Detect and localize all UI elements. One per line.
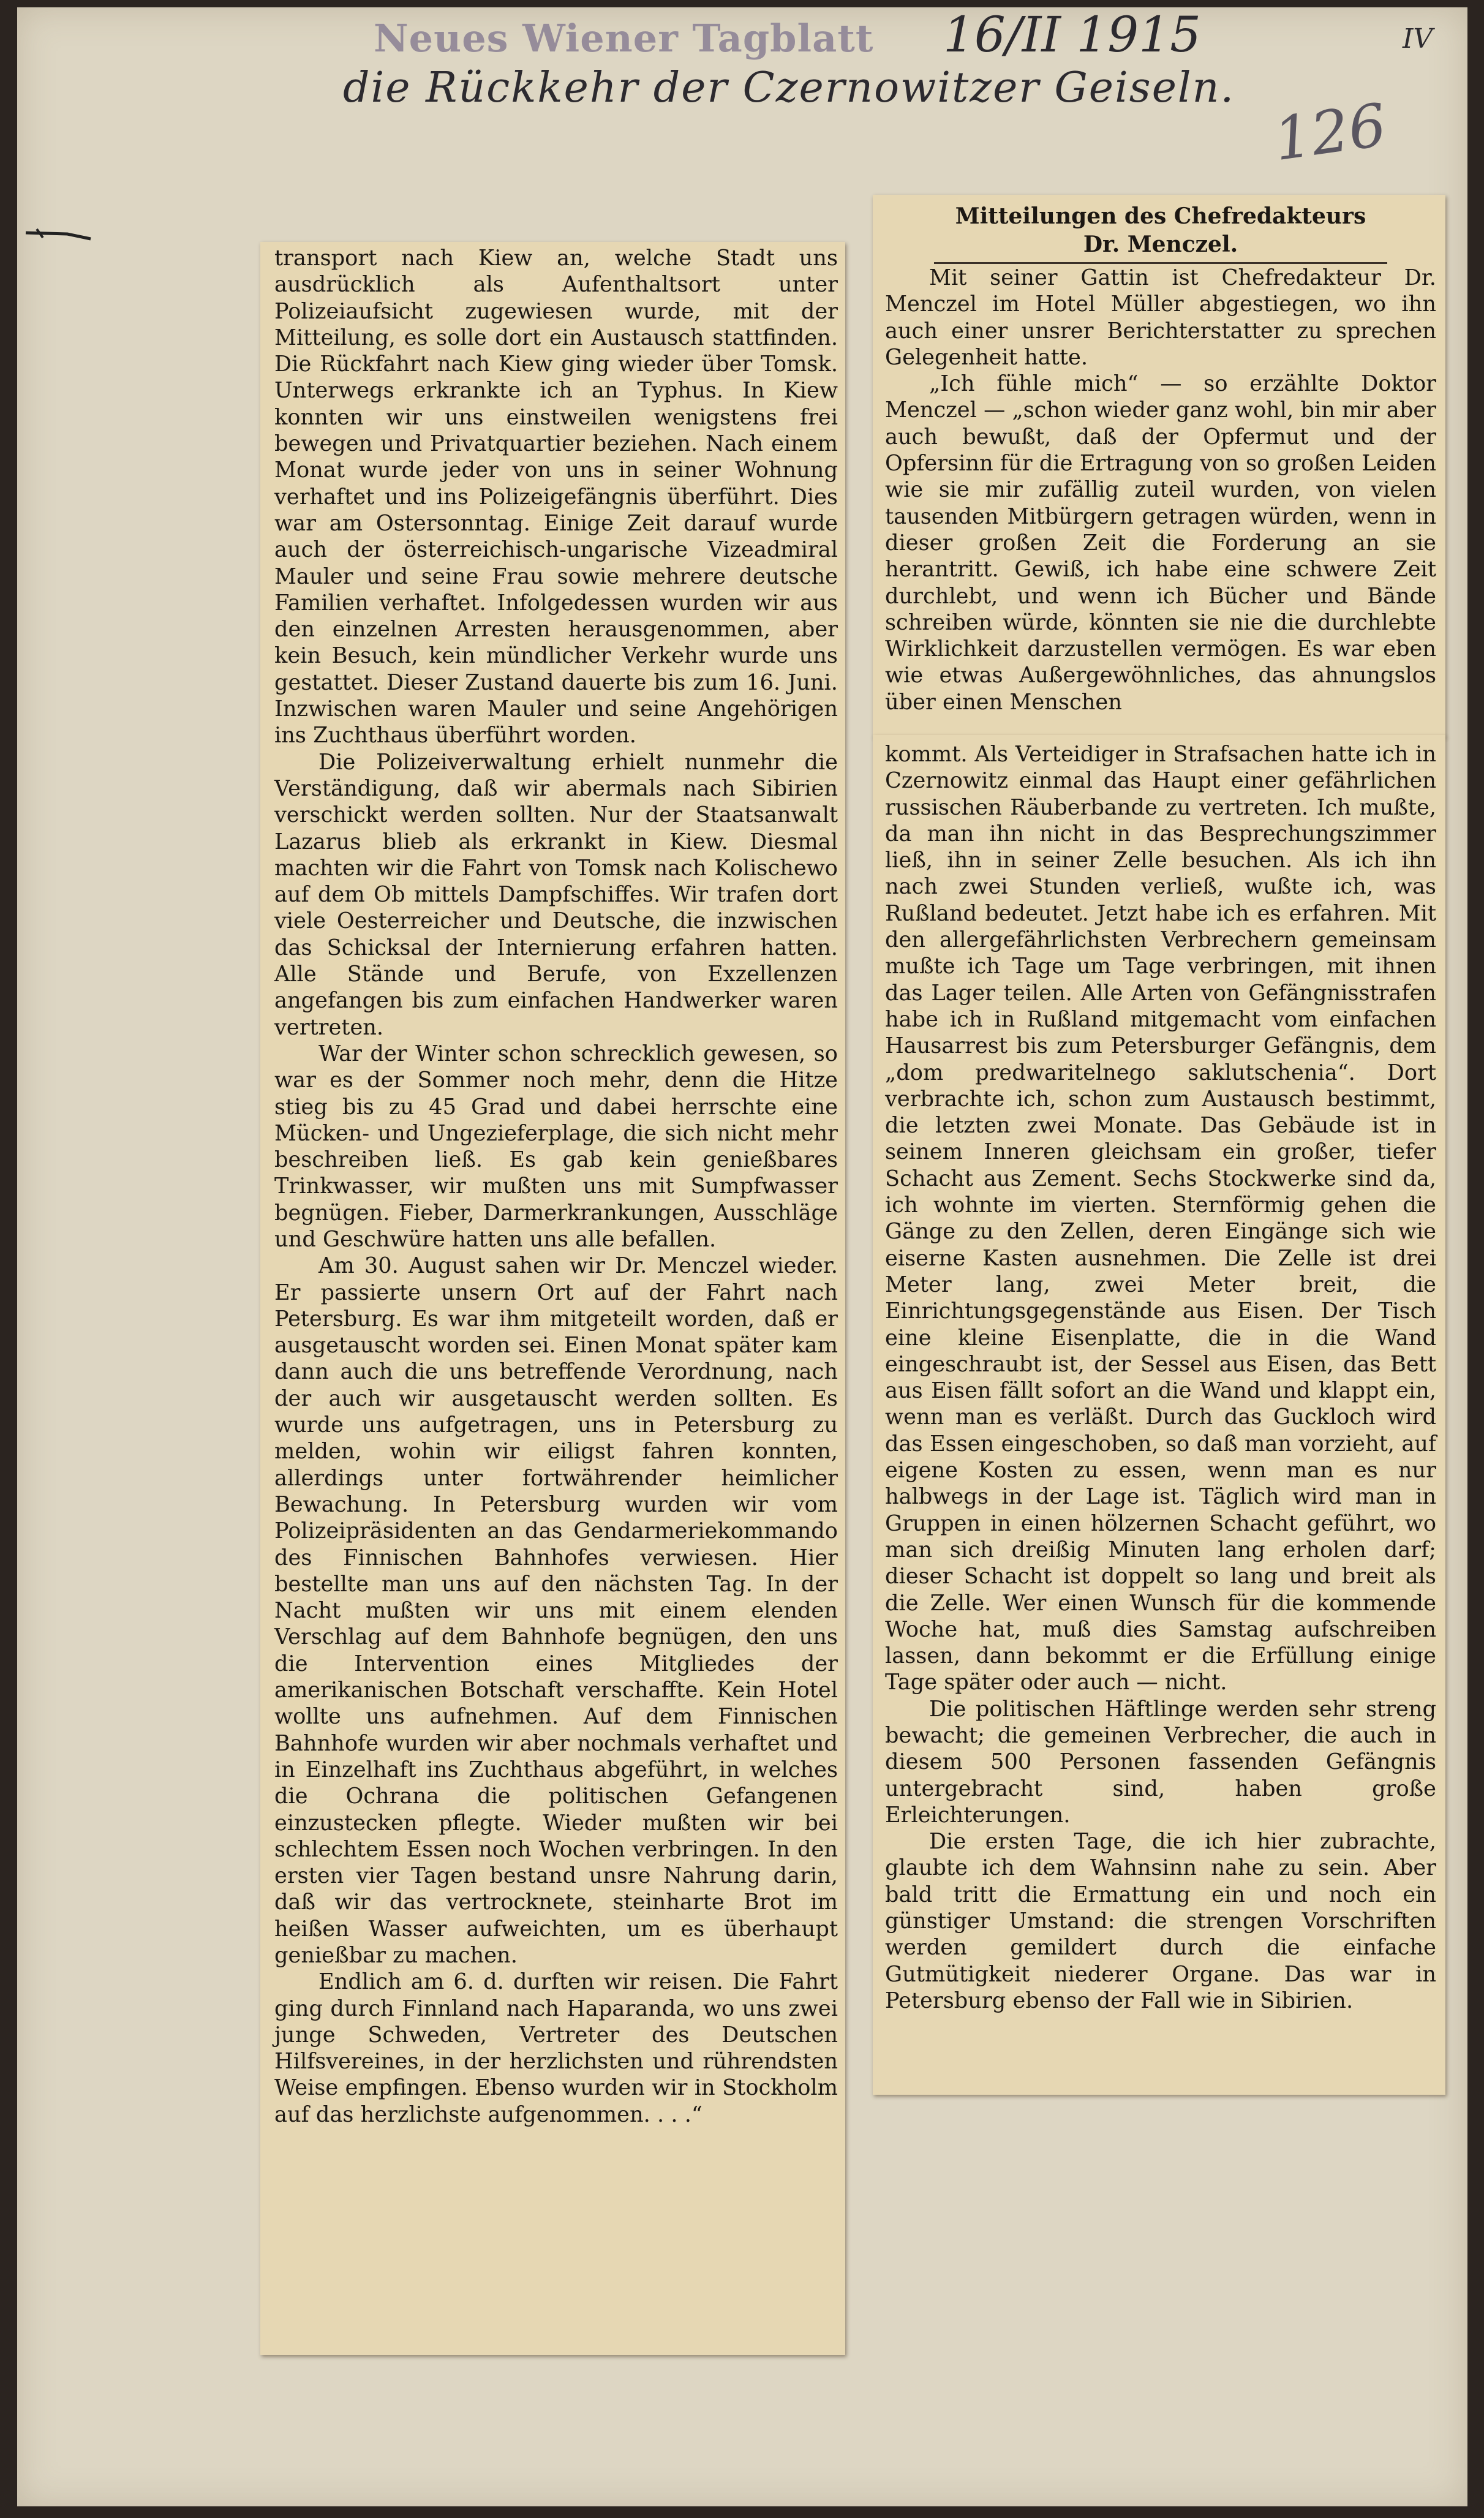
handwritten-date: 16/II 1915 [943,6,1201,63]
pencil-mark-icon [24,225,92,244]
article-paragraph: Die Polizeiverwaltung erhielt nunmehr die Verständigung, daß wir abermals nach Sibirien verschickt werden sollten. Nur der Staatsanwalt Lazarus blieb als erkrankt in Kiew. Diesmal machten wir die Fahrt von Tomsk nach Kolischewo auf dem Ob mittels Dampfschiffes. Wir trafen dort viele Oesterreicher und Deutsche, die inzwischen das Schicksal der Internierung erfahren hatten. Alle Stände und Berufe, von Exzellenzen angefangen bis zum einfachen Handwerker waren vertreten. [274,749,838,1040]
article-paragraph: Mit seiner Gattin ist Chefredakteur Dr. Menczel im Hotel Müller abgestiegen, wo ihn auch einer unsrer Berichterstatter zu sprechen Gelegenheit hatte. [885,265,1436,370]
right-article-column-bottom [885,741,1436,2014]
article-paragraph: War der Winter schon schrecklich gewesen, so war es der Sommer noch mehr, denn die Hitze stieg bis zu 45 Grad und dabei herrschte eine Mücken- und Ungezieferplage, die sich nicht mehr beschreiben ließ. Es gab kein genießbares Trinkwasser, wir mußten uns mit Sumpfwasser begnügen. Fieber, Darmerkrankungen, Ausschläge und Geschwüre hatten uns alle befallen. [274,1041,838,1252]
article-paragraph: Die politischen Häftlinge werden sehr streng bewacht; die gemeinen Verbrecher, die auch in diesem 500 Personen fassenden Gefängnis untergebracht sind, haben große Erleichterungen. [885,1696,1436,1828]
article-paragraph: kommt. Als Verteidiger in Strafsachen hatte ich in Czernowitz einmal das Haupt einer gefährlichen russischen Räuberbande zu vertreten. Ich mußte, da man ihn nicht in das Besprechungszimmer ließ, ihn in seiner Zelle besuchen. Als ich ihn nach zwei Stunden verließ, wußte ich, was Rußland bedeutet. Jetzt habe ich es erfahren. Mit den allergefährlichsten Verbrechern gemeinsam mußte ich Tage um Tage verbringen, mit ihnen das Lager teilen. Alle Arten von Gefängnisstrafen habe ich in Rußland mitgemacht vom einfachen Hausarrest bis zum Petersburger Gefängnis, dem „dom predwaritelnego saklutschenia“. Dort verbrachte ich, schon zum Austausch bestimmt, die letzten zwei Monate. Das Gebäude ist in seinem Inneren gleichsam ein großer, tiefer Schacht aus Zement. Sechs Stockwerke sind da, ich wohnte im vierten. Sternförmig gehen die Gänge zu den Zellen, deren Eingänge sich wie eiserne Kasten ausnehmen. Die Zelle ist drei Meter lang, zwei Meter breit, die Einrichtungsgegenstände aus Eisen. Der Tisch eine kleine Eisenplatte, die in die Wand eingeschraubt ist, der Sessel aus Eisen, das Bett aus Eisen fällt sofort an die Wand und klappt ein, wenn man es verläßt. Durch das Guckloch wird das Essen eingeschoben, so daß man vorzieht, auf eigene Kosten zu essen, wenn man es nur halbwegs in der Lage ist. Täglich wird man in Gruppen in einen hölzernen Schacht geführt, wo man sich dreißig Minuten lang erholen darf; dieser Schacht ist doppelt so lang und breit als die Zelle. Wer einen Wunsch für die kommende Woche hat, muß dies Samstag aufschreiben lassen, dann bekommt er die Erfüllung einige Tage später oder auch — nicht. [885,742,1436,1695]
heading-line-1: Mitteilungen des Chefredakteurs [955,203,1366,229]
handwritten-note: die Rückkehr der Czernowitzer Geiseln. [343,64,1235,112]
heading-rule [934,262,1387,264]
corner-mark: IV [1403,23,1433,55]
right-article-column-top [885,265,1436,715]
article-paragraph: transport nach Kiew an, welche Stadt uns ausdrücklich als Aufenthaltsort unter Polizeiaufsicht zugewiesen wurde, mit der Mitteilung, es solle dort ein Austausch stattfinden. Die Rückfahrt nach Kiew ging wieder über Tomsk. Unterwegs erkrankte ich an Typhus. In Kiew konnten wir uns einstweilen wenigstens frei bewegen und Privatquartier beziehen. Nach einem Monat wurde jeder von uns in seiner Wohnung verhaftet und ins Polizeigefängnis überführt. Dies war am Ostersonntag. Einige Zeit darauf wurde auch der österreichisch-ungarische Vizeadmiral Mauler und seine Frau sowie mehrere deutsche Familien verhaftet. Infolgedessen wurden wir aus den einzelnen Arresten herausgenommen, aber kein Besuch, kein mündlicher Verkehr wurde uns gestattet. Dieser Zustand dauerte bis zum 16. Juni. Inzwischen waren Mauler und seine Angehörigen ins Zuchthaus überführt worden. [274,246,838,748]
newspaper-stamp: Neues Wiener Tagblatt [374,16,874,61]
article-paragraph: Am 30. August sahen wir Dr. Menczel wieder. Er passierte unsern Ort auf der Fahrt nach Petersburg. Es war ihm mitgeteilt worden, daß er ausgetauscht worden sei. Einen Monat später kam dann auch die uns betreffende Verordnung, nach der auch wir ausgetauscht werden sollten. Es wurde uns aufgetragen, uns in Petersburg zu melden, wohin wir eiligst fahren konnten, allerdings unter fortwährender heimlicher Bewachung. In Petersburg wurden wir vom Polizeipräsidenten an das Gendarmeriekommando des Finnischen Bahnhofes verwiesen. Hier bestellte man uns auf den nächsten Tag. In der Nacht mußten wir uns mit einem elenden Verschlag auf dem Bahnhofe begnügen, den uns die Intervention eines Mitgliedes der amerikanischen Botschaft verschaffte. Kein Hotel wollte uns aufnehmen. Auf dem Finnischen Bahnhofe wurden wir aber nochmals verhaftet und in Einzelhaft ins Zuchthaus abgeführt, in welches die Ochrana die politischen Gefangenen einzustecken pflegte. Wieder mußten wir bei schlechtem Essen noch Wochen verbringen. In den ersten vier Tagen bestand unsre Nahrung darin, daß wir das vertrocknete, steinharte Brot im heißen Wasser aufweichten, um es überhaupt genießbar zu machen. [274,1253,838,1968]
left-article-column [274,245,838,2128]
archive-number: 126 [1270,90,1391,175]
heading-line-2: Dr. Menczel. [1083,232,1238,257]
article-paragraph: Die ersten Tage, die ich hier zubrachte, glaubte ich dem Wahnsinn nahe zu sein. Aber bald tritt die Ermattung ein und noch ein günstiger Umstand: die strengen Vorschriften werden gemildert durch die einfache Gutmütigkeit niederer Organe. Das war in Petersburg ebenso der Fall wie in Sibirien. [885,1829,1436,2013]
article-paragraph: „Ich fühle mich“ — so erzählte Doktor Menczel — „schon wieder ganz wohl, bin mir aber auch bewußt, daß der Opfermut und der Opfersinn für die Ertragung von so großen Leiden wie sie mir zufällig zuteil wurden, von vielen tausenden Mitbürgern getragen würden, wenn in dieser großen Zeit die Forderung an sie herantritt. Gewiß, ich habe eine schwere Zeit durchlebt, und wenn ich Bücher und Bände schreiben würde, könnten sie nie die durchlebte Wirklichkeit darzustellen vermögen. Es war eben wie etwas Außergewöhnliches, das ahnungslos über einen Menschen [885,371,1436,715]
article-paragraph: Endlich am 6. d. durften wir reisen. Die Fahrt ging durch Finnland nach Haparanda, wo uns zwei junge Schweden, Vertreter des Deutschen Hilfsvereines, in der herzlichsten und rührendsten Weise empfingen. Ebenso wurden wir in Stockholm auf das herzlichste aufgenommen. . . .“ [274,1969,838,2127]
article-heading [885,202,1436,264]
